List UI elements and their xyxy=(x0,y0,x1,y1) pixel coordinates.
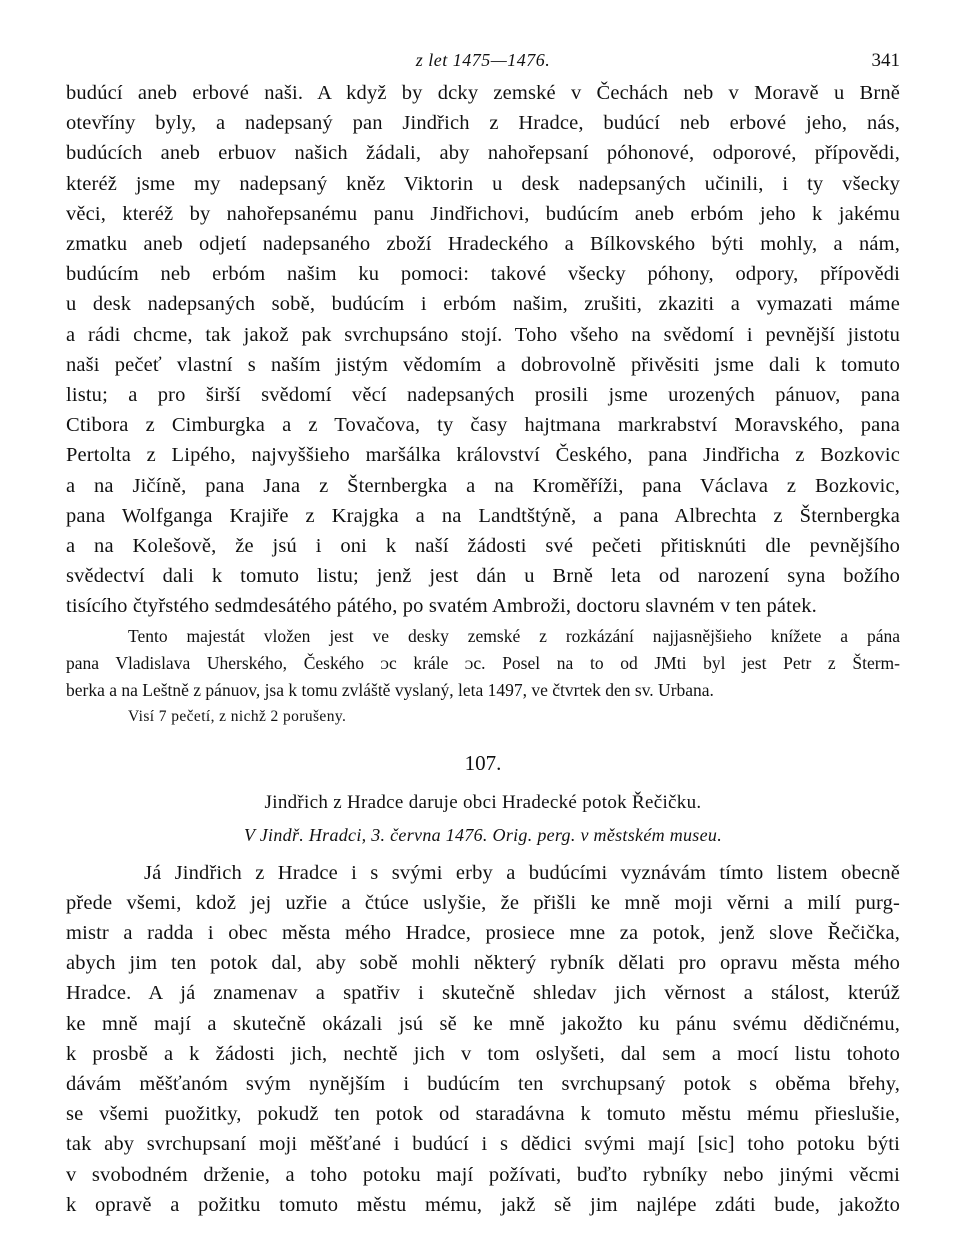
text-line: dávám měšťanóm svým nynějším i budúcím ten svrchupsaný potok s oběma břehy, xyxy=(66,1073,900,1096)
text-line: zmatku aneb odjetí nadepsaného zboží Hradeckého a Bílkovského býti mohly, a nám, xyxy=(66,233,900,256)
text-line: a na Jičíně, pana Jana z Šternbergka a na Kroměříži, pana Václava z Bozkovic, xyxy=(66,474,900,497)
text-line: tisícího čtyřstého sedmdesátého pátého, po svatém Ambroži, doctoru slavném v ten pátek. xyxy=(66,595,817,618)
text-line: Pertolta z Lipého, najvyššieho maršálka království Českého, pana Jindřicha z Bozkovic xyxy=(66,444,900,467)
text-line: přede všemi, kdož jej uzřie a čtúce uslyšie, že přišli ke mně moji věrni a milí purg- xyxy=(66,891,900,914)
text-line: pana Wolfganga Krajiře z Krajgka a na Landtštýně, a pana Albrechta z Šternbergka xyxy=(66,504,900,527)
main-text xyxy=(66,78,900,622)
text-line: listu; a pro širší svědomí věcí nadepsaných prosili jsme urozených pánuov, pana xyxy=(66,384,900,407)
text-line: k opravě a požitku tomuto městu mému, jakž sě jim najlépe zdáti bude, jakožto xyxy=(66,1193,900,1216)
text-line: ke mně mají a skutečně okázali jsú sě ke mně jakožto ku pánu svému dědičnému, xyxy=(66,1012,900,1035)
text-line: Já Jindřich z Hradce i s svými erby a budúcími vyznávám tímto listem obecně xyxy=(144,861,900,884)
text-line: budúcím neb erbóm našim ku pomoci: takové všecky póhony, odpory, přípovědi xyxy=(66,263,900,286)
document-text xyxy=(66,858,900,1220)
document-number: 107. xyxy=(464,750,502,775)
note-line: Tento majestát vložen jest ve desky zemské z rozkázání najjasnějšieho knížete a pána xyxy=(128,625,900,646)
text-line: Hradce. A já znamenav a spatřiv i skutečně shledav jich věrnost a stálost, kterúž xyxy=(66,982,900,1005)
running-title: z let 1475—1476. xyxy=(415,50,551,70)
note-line: pana Vladislava Uherského, Českého ᴐc krále ᴐc. Posel na to od JMti byl jest Petr z Šterm- xyxy=(66,652,900,673)
text-line: kteréž jsme my nadepsaný kněz Viktorin u desk nadepsaných učinili, i ty všecky xyxy=(66,172,900,195)
text-line: otevříny byly, a nadepsaný pan Jindřich z Hradce, budúcí neb erbové jeho, nás, xyxy=(66,112,900,135)
text-line: se všemi puožitky, pokudž ten potok od staradávna k tomuto městu mému přieslušie, xyxy=(66,1103,900,1126)
page-number: 341 xyxy=(871,50,900,71)
text-line: k prosbě a k žádosti jich, nechtě jich v tom oslyšeti, dal sem a mocí listu tohoto xyxy=(66,1042,900,1065)
registration-note xyxy=(66,623,900,704)
text-line: Ctibora z Cimburgka a z Tovačova, ty časy hajtmana markrabství Moravského, pana xyxy=(66,414,900,437)
text-line: mistr a radda i obec města mého Hradce, prosiece mne za potok, jenž slove Řečička, xyxy=(66,922,900,945)
text-line: věci, kteréž by nahořepsanému panu Jindřichovi, budúcím aneb erbóm jeho k jakému xyxy=(66,202,900,225)
text-line: v svobodném drženie, a toho potoku mají požívati, buďto rybníky nebo jinými věcmi xyxy=(66,1163,900,1186)
seal-note: Visí 7 pečetí, z nichž 2 porušeny. xyxy=(128,707,347,725)
text-line: a rádi chcme, tak jakož pak svrchupsáno stojí. Toho všeho na svědomí i pevnější jistotu xyxy=(66,323,900,346)
document-source: V Jindř. Hradci, 3. června 1476. Orig. perg. v městském museu. xyxy=(243,824,723,845)
text-line: abych jim ten potok dal, aby sobě mohli některý rybník dělati pro opravu města mého xyxy=(66,952,900,975)
text-line: tak aby svrchupsaní moji měšťané i budúcí i s dědici svými mají [sic] toho potoku býti xyxy=(66,1133,900,1156)
document-page xyxy=(66,44,900,1220)
text-line: a na Kolešově, že jsú i oni k naší žádosti své pečeti přitisknúti dle pevnějšího xyxy=(66,535,900,558)
text-line: naši pečeť vlastní s naším jistým vědomím a dobrovolně přivěsiti jsme dali k tomuto xyxy=(66,353,900,376)
text-line: budúcích aneb erbuov našich žádali, aby nahořepsaní póhonové, odporové, přípovědi, xyxy=(66,142,900,165)
running-head xyxy=(66,44,900,78)
document-heading: Jindřich z Hradce daruje obci Hradecké potok Řečičku. xyxy=(264,791,702,813)
text-line: budúcí aneb erbové naši. A když by dcky zemské v Čechách neb v Moravě u Brně xyxy=(66,82,900,104)
note-line: berka a na Leštně z pánuov, jsa k tomu zvláště vyslaný, leta 1497, ve čtvrtek den sv. Urbana. xyxy=(66,679,714,700)
text-line: svědectví dali k tomuto listu; jenž jest dán u Brně leta od narození syna božího xyxy=(66,565,900,588)
text-line: u desk nadepsaných sobě, budúcím i erbóm našim, zrušiti, zkaziti a vymazati máme xyxy=(66,293,900,316)
